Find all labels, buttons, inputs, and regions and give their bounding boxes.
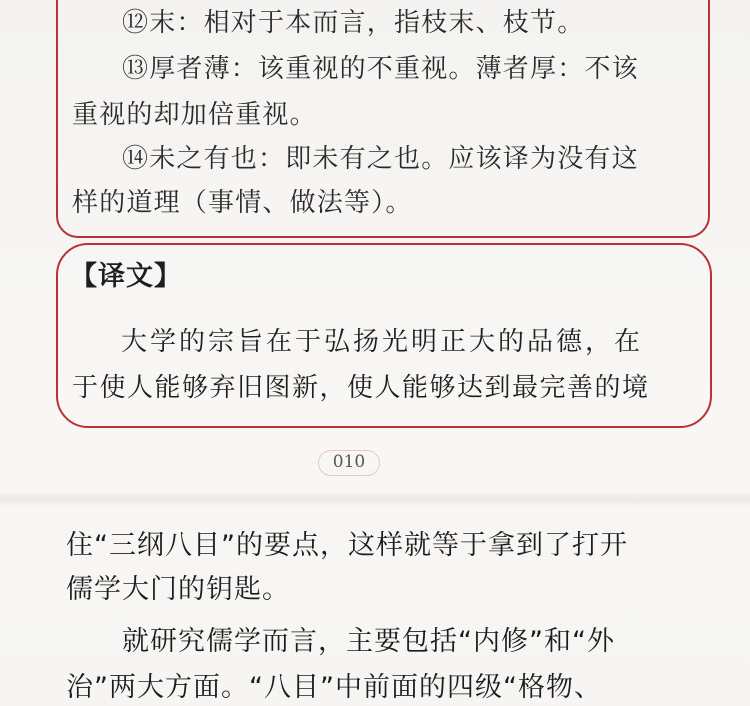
translation-line-2: 于使人能够弃旧图新，使人能够达到最完善的境: [72, 373, 650, 403]
body-line-2: 儒学大门的钥匙。: [66, 574, 290, 605]
note-line-2: ⑬厚者薄：该重视的不重视。薄者厚：不该: [122, 54, 639, 84]
body-line-4: 治”两大方面。“八目”中前面的四级“格物、: [66, 672, 602, 703]
note-line-4: ⑭未之有也：即未有之也。应该译为没有这: [122, 144, 639, 174]
page-number-text: 010: [332, 452, 366, 472]
note-line-3: 重视的却加倍重视。: [72, 100, 317, 130]
body-line-1: 住“三纲八目”的要点，这样就等于拿到了打开: [66, 530, 628, 561]
page-divider: [0, 493, 750, 507]
page-number: [318, 448, 380, 476]
translation-heading: 【译文】: [70, 261, 182, 292]
body-line-3: 就研究儒学而言，主要包括“内修”和“外: [122, 626, 615, 657]
note-line-1: ⑫末：相对于本而言，指枝末、枝节。: [122, 8, 585, 38]
translation-line-1: 大学的宗旨在于弘扬光明正大的品德，在: [121, 327, 644, 357]
note-line-5: 样的道理（事情、做法等）。: [72, 188, 413, 218]
